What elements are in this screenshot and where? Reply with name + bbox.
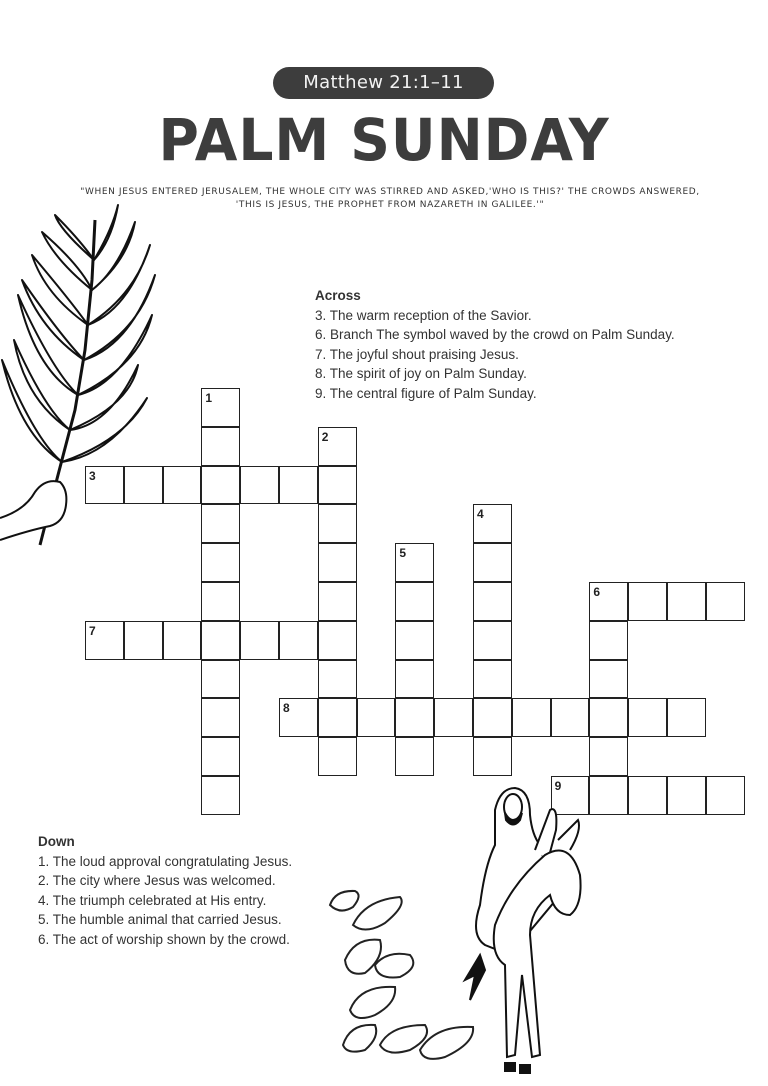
crossword-cell[interactable] bbox=[473, 621, 512, 660]
crossword-cell[interactable] bbox=[318, 504, 357, 543]
crossword-cell[interactable] bbox=[201, 698, 240, 737]
crossword-cell[interactable] bbox=[318, 543, 357, 582]
crossword-cell[interactable] bbox=[357, 698, 396, 737]
crossword-cell[interactable] bbox=[589, 737, 628, 776]
crossword-cell[interactable] bbox=[473, 504, 512, 543]
clue-number: 3 bbox=[89, 468, 96, 483]
clue-number: 4 bbox=[477, 507, 484, 522]
down-clue-2: 2. The city where Jesus was welcomed. bbox=[38, 873, 276, 888]
crossword-cell[interactable] bbox=[201, 504, 240, 543]
scripture-quote: "WHEN JESUS ENTERED JERUSALEM, THE WHOLE CITY WAS STIRRED AND ASKED,'WHO IS THIS?' THE CROWDS ANSWERED, 'THIS IS JESUS, THE PROPHET FROM NAZARETH IN GALILEE.'" bbox=[80, 187, 700, 210]
crossword-cell[interactable] bbox=[667, 582, 706, 621]
crossword-cell[interactable] bbox=[512, 698, 551, 737]
crossword-cell[interactable] bbox=[318, 427, 357, 466]
crossword-cell[interactable] bbox=[589, 582, 628, 621]
down-clues bbox=[38, 832, 292, 949]
clue-number: 7 bbox=[89, 623, 96, 638]
clue-number: 5 bbox=[399, 546, 407, 561]
crossword-cell[interactable] bbox=[628, 582, 667, 621]
crossword-cell[interactable] bbox=[201, 621, 240, 660]
crossword-cell[interactable] bbox=[279, 698, 318, 737]
crossword-cell[interactable] bbox=[589, 776, 628, 815]
crossword-cell[interactable] bbox=[395, 698, 434, 737]
crossword-cell[interactable] bbox=[85, 466, 124, 505]
across-clues bbox=[315, 286, 675, 403]
crossword-cell[interactable] bbox=[589, 698, 628, 737]
crossword-cell[interactable] bbox=[318, 621, 357, 660]
down-clue-1: 1. The loud approval congratulating Jesus. bbox=[38, 853, 293, 869]
crossword-cell[interactable] bbox=[551, 698, 590, 737]
crossword-cell[interactable] bbox=[318, 466, 357, 505]
crossword-cell[interactable] bbox=[240, 621, 279, 660]
across-clue-9: 9. The central figure of Palm Sunday. bbox=[315, 385, 537, 401]
across-clue-7: 7. The joyful shout praising Jesus. bbox=[315, 346, 519, 362]
crossword-cell[interactable] bbox=[279, 466, 318, 505]
crossword-cell[interactable] bbox=[473, 582, 512, 621]
clue-number: 8 bbox=[283, 701, 290, 716]
clue-number: 1 bbox=[205, 391, 213, 405]
crossword-cell[interactable] bbox=[395, 621, 434, 660]
down-clue-6: 6. The act of worship shown by the crowd. bbox=[38, 931, 290, 947]
across-clue-8: 8. The spirit of joy on Palm Sunday. bbox=[315, 366, 527, 381]
crossword-cell[interactable] bbox=[395, 737, 434, 776]
crossword-cell[interactable] bbox=[318, 737, 357, 776]
down-clue-5: 5. The humble animal that carried Jesus. bbox=[38, 912, 282, 927]
crossword-cell[interactable] bbox=[201, 427, 240, 466]
crossword-cell[interactable] bbox=[163, 621, 202, 660]
crossword-cell[interactable] bbox=[240, 466, 279, 505]
crossword-cell[interactable] bbox=[589, 660, 628, 699]
clue-number: 9 bbox=[554, 779, 562, 793]
crossword-cell[interactable] bbox=[473, 737, 512, 776]
crossword-cell[interactable] bbox=[85, 621, 124, 660]
crossword-cell[interactable] bbox=[201, 737, 240, 776]
crossword-cell[interactable] bbox=[628, 776, 667, 815]
palm-branch-icon bbox=[0, 200, 170, 560]
crossword-cell[interactable] bbox=[279, 621, 318, 660]
clue-number: 6 bbox=[593, 585, 601, 599]
crossword-cell[interactable] bbox=[473, 698, 512, 737]
crossword-cell[interactable] bbox=[395, 543, 434, 582]
across-heading: Across bbox=[315, 288, 361, 303]
crossword-cell[interactable] bbox=[318, 582, 357, 621]
across-clue-6: 6. Branch The symbol waved by the crowd on Palm Sunday. bbox=[315, 327, 675, 342]
crossword-cell[interactable] bbox=[667, 698, 706, 737]
crossword-cell[interactable] bbox=[201, 388, 240, 427]
crossword-cell[interactable] bbox=[201, 582, 240, 621]
crossword-cell[interactable] bbox=[201, 543, 240, 582]
crossword-cell[interactable] bbox=[473, 543, 512, 582]
crossword-cell[interactable] bbox=[124, 621, 163, 660]
crossword-cell[interactable] bbox=[201, 466, 240, 505]
crossword-cell[interactable] bbox=[667, 776, 706, 815]
page-title: PALM SUNDAY bbox=[158, 106, 610, 174]
across-clue-3: 3. The warm reception of the Savior. bbox=[315, 307, 532, 323]
crossword-cell[interactable] bbox=[201, 776, 240, 815]
crossword-cell[interactable] bbox=[201, 660, 240, 699]
clue-number: 2 bbox=[321, 429, 329, 444]
crossword-cell[interactable] bbox=[434, 698, 473, 737]
jesus-on-donkey-icon bbox=[450, 785, 590, 1080]
down-heading: Down bbox=[38, 834, 75, 849]
crossword-cell[interactable] bbox=[163, 466, 202, 505]
crossword-cell[interactable] bbox=[124, 466, 163, 505]
crossword-cell[interactable] bbox=[473, 660, 512, 699]
crossword-cell[interactable] bbox=[395, 582, 434, 621]
crossword-cell[interactable] bbox=[589, 621, 628, 660]
scripture-reference-badge: Matthew 21:1–11 bbox=[273, 67, 494, 99]
down-clue-4: 4. The triumph celebrated at His entry. bbox=[38, 892, 267, 908]
crossword-cell[interactable] bbox=[395, 660, 434, 699]
crossword-cell[interactable] bbox=[318, 660, 357, 699]
crossword-cell[interactable] bbox=[706, 582, 745, 621]
crossword-cell[interactable] bbox=[318, 698, 357, 737]
crossword-cell[interactable] bbox=[628, 698, 667, 737]
crossword-cell[interactable] bbox=[706, 776, 745, 815]
